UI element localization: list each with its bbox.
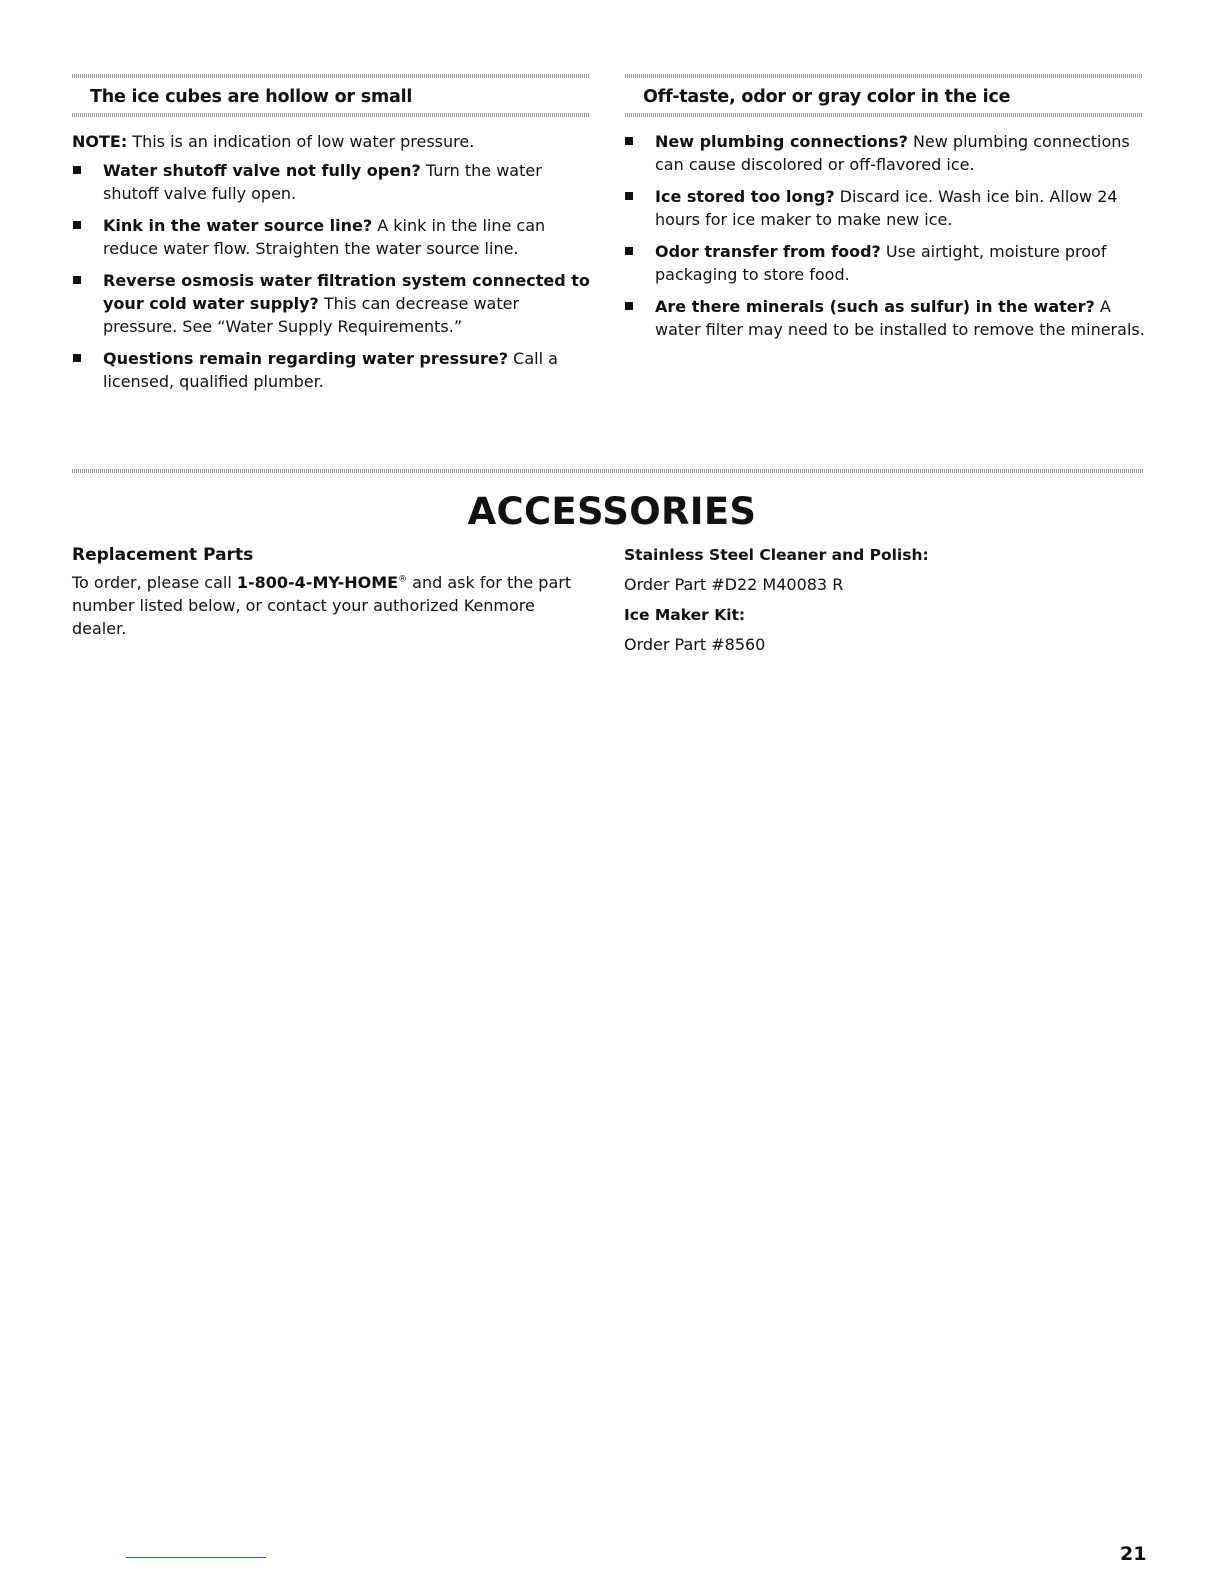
- list-item: [624, 240, 1149, 286]
- list-item: [624, 185, 1149, 231]
- accessory-items: [624, 544, 1144, 664]
- bullet-icon: [73, 166, 81, 174]
- replacement-text: [72, 571, 592, 640]
- item-question: Odor transfer from food?: [655, 242, 881, 261]
- left-section-title-wrap: [90, 87, 412, 107]
- list-item: [72, 347, 592, 393]
- stainless-heading: Stainless Steel Cleaner and Polish:: [624, 546, 929, 564]
- list-item: [72, 159, 592, 205]
- accessories-title: ACCESSORIES: [467, 490, 757, 533]
- item-question: Are there minerals (such as sulfur) in the water?: [655, 297, 1095, 316]
- bullet-icon: [73, 221, 81, 229]
- item-question: Ice stored too long?: [655, 187, 835, 206]
- item-answer: New plumbing connections can cause discolored or off-flavored ice.: [655, 132, 1130, 174]
- list-item: [624, 130, 1149, 176]
- right-section-body: [624, 130, 1149, 350]
- rule-right-top: [625, 74, 1143, 78]
- item-question: Reverse osmosis water filtration system connected to your cold water supply?: [103, 271, 590, 313]
- rule-accessories: [72, 469, 1143, 473]
- phone-number: 1-800-4-MY-HOME: [236, 573, 399, 592]
- bullet-icon: [73, 354, 81, 362]
- item-answer: A kink in the line can reduce water flow. Straighten the water source line.: [103, 216, 546, 258]
- right-list: [624, 130, 1149, 341]
- item-question: New plumbing connections?: [655, 132, 908, 151]
- bullet-icon: [625, 247, 633, 255]
- list-item: [72, 214, 592, 260]
- replacement-parts: [72, 545, 592, 640]
- item-answer: A water filter may need to be installed to remove the minerals.: [655, 297, 1145, 339]
- item-question: Questions remain regarding water pressure?: [103, 349, 509, 368]
- item-answer: Turn the water shutoff valve fully open.: [103, 161, 542, 203]
- stainless-order: Order Part #D22 M40083 R: [624, 575, 844, 594]
- replacement-heading: Replacement Parts: [72, 545, 254, 565]
- blue-underline: [126, 1557, 266, 1558]
- bullet-icon: [73, 276, 81, 284]
- list-item: [624, 295, 1149, 341]
- replacement-text-after: and ask for the part number listed below, or contact your authorized Kenmore dealer.: [72, 573, 572, 638]
- bullet-icon: [625, 137, 633, 145]
- bullet-icon: [625, 302, 633, 310]
- item-answer: Use airtight, moisture proof packaging to store food.: [655, 242, 1107, 284]
- item-answer: Discard ice. Wash ice bin. Allow 24 hours for ice maker to make new ice.: [655, 187, 1118, 229]
- item-answer: Call a licensed, qualified plumber.: [103, 349, 558, 391]
- replacement-text-before: To order, please call: [72, 573, 237, 592]
- note-text: This is an indication of low water pressure.: [127, 132, 475, 151]
- page-number: 21: [1120, 1543, 1147, 1565]
- rule-left-bottom: [72, 113, 590, 117]
- left-section-body: [72, 130, 592, 402]
- left-section-title: The ice cubes are hollow or small: [90, 87, 413, 107]
- item-answer: This can decrease water pressure. See “Water Supply Requirements.”: [103, 294, 520, 336]
- item-question: Water shutoff valve not fully open?: [103, 161, 421, 180]
- registered-mark: ®: [398, 574, 408, 585]
- rule-left-top: [72, 74, 590, 78]
- right-section-title: Off-taste, odor or gray color in the ice: [643, 87, 1011, 107]
- icemaker-order: Order Part #8560: [624, 635, 766, 654]
- note: [72, 130, 592, 153]
- rule-right-bottom: [625, 113, 1143, 117]
- left-list: [72, 159, 592, 393]
- list-item: [72, 269, 592, 338]
- right-section-title-wrap: [643, 87, 1010, 107]
- note-label: NOTE:: [72, 132, 128, 151]
- bullet-icon: [625, 192, 633, 200]
- icemaker-heading: Ice Maker Kit:: [624, 606, 746, 624]
- item-question: Kink in the water source line?: [103, 216, 373, 235]
